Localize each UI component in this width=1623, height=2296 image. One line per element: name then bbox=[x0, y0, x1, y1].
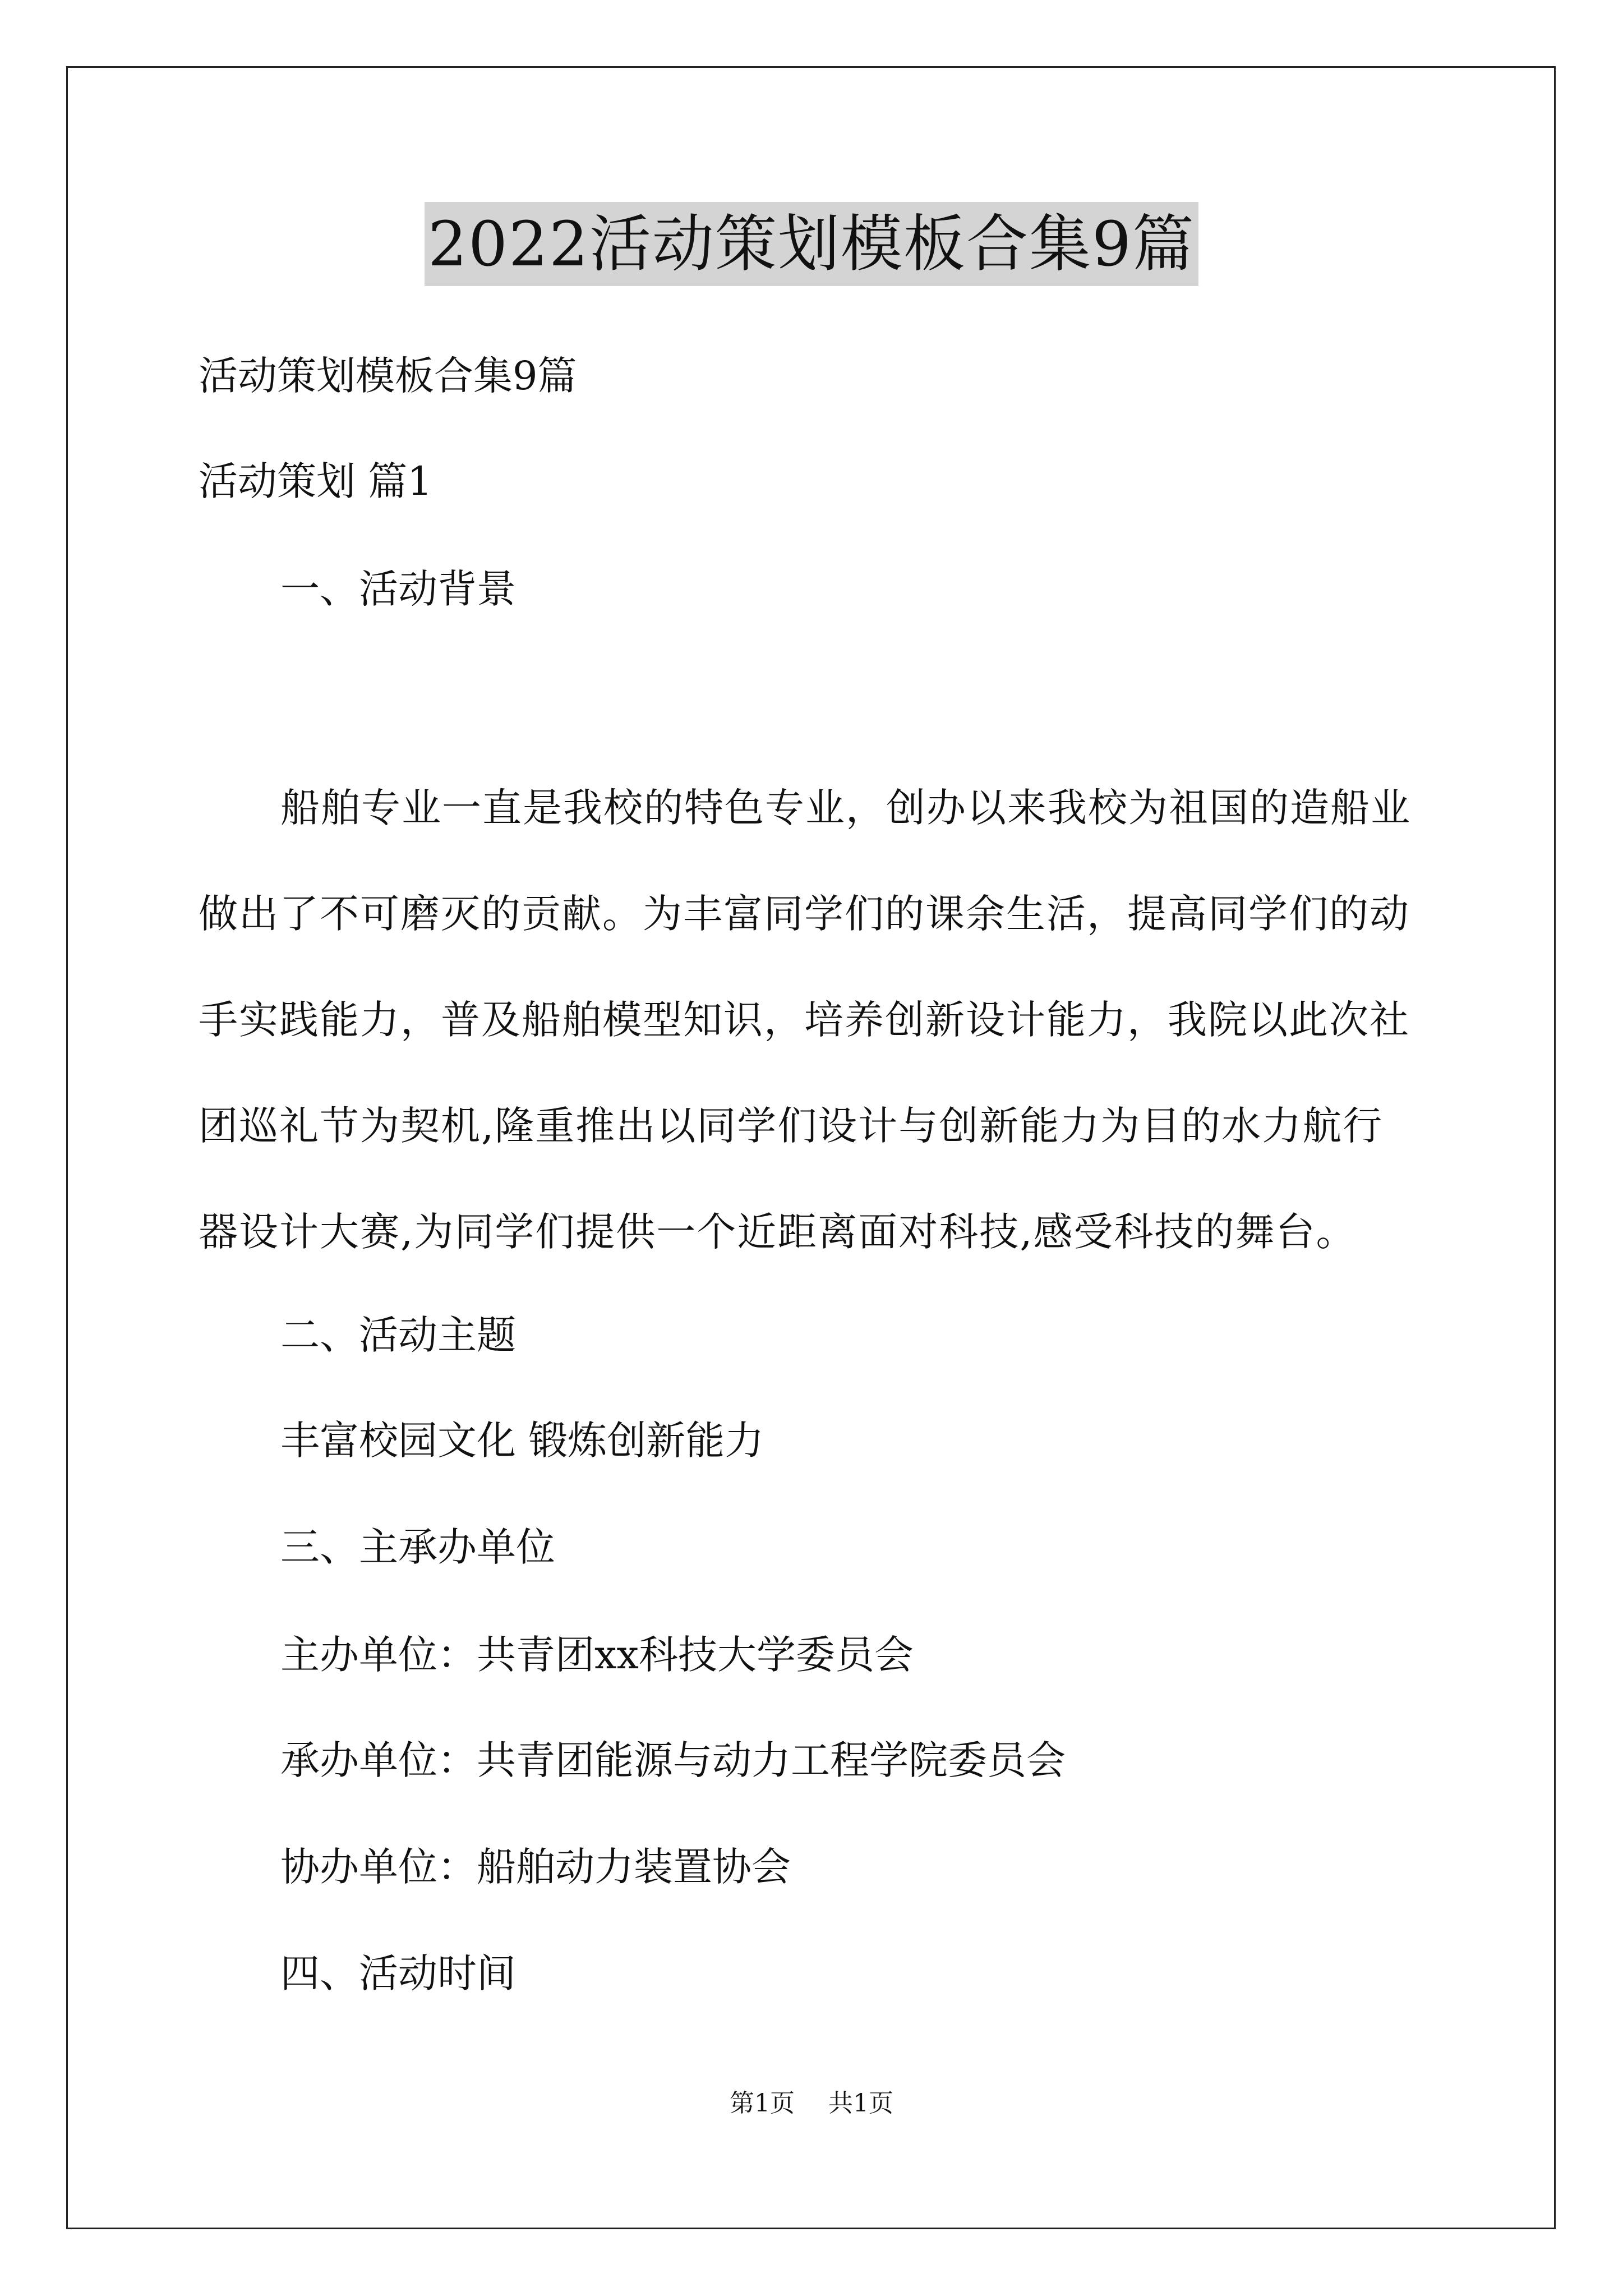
paragraph-line: 团巡礼节为契机,隆重推出以同学们设计与创新能力为目的水力航行 bbox=[199, 1103, 1384, 1149]
heading-theme: 二、活动主题 bbox=[280, 1312, 516, 1358]
paragraph-line: 船舶专业一直是我校的特色专业，创办以来我校为祖国的造船业 bbox=[280, 785, 1411, 831]
background-paragraph bbox=[199, 780, 1432, 1310]
theme-text: 丰富校园文化 锻炼创新能力 bbox=[280, 1418, 764, 1464]
undertaker-text: 承办单位：共青团能源与动力工程学院委员会 bbox=[280, 1737, 1066, 1783]
page-number-total: 共1页 bbox=[828, 2089, 893, 2118]
page-number-current: 第1页 bbox=[730, 2089, 795, 2118]
section-heading: 活动策划 篇1 bbox=[199, 458, 432, 504]
paragraph-line: 手实践能力，普及船舶模型知识，培养创新设计能力，我院以此次社 bbox=[199, 997, 1410, 1043]
document-subtitle: 活动策划模板合集9篇 bbox=[199, 353, 577, 399]
heading-background: 一、活动背景 bbox=[280, 566, 516, 612]
paragraph-line: 做出了不可磨灭的贡献。为丰富同学们的课余生活，提高同学们的动 bbox=[199, 891, 1410, 937]
co-organizer-text: 协办单位：船舶动力装置协会 bbox=[280, 1844, 791, 1890]
organizer-text: 主办单位：共青团xx科技大学委员会 bbox=[280, 1632, 914, 1678]
page-footer bbox=[0, 2087, 1623, 2120]
heading-organizers: 三、主承办单位 bbox=[280, 1524, 555, 1570]
title-container bbox=[0, 202, 1623, 286]
heading-time: 四、活动时间 bbox=[280, 1950, 516, 1996]
document-title: 2022活动策划模板合集9篇 bbox=[425, 202, 1198, 286]
paragraph-line: 器设计大赛,为同学们提供一个近距离面对科技,感受科技的舞台。 bbox=[199, 1209, 1357, 1255]
